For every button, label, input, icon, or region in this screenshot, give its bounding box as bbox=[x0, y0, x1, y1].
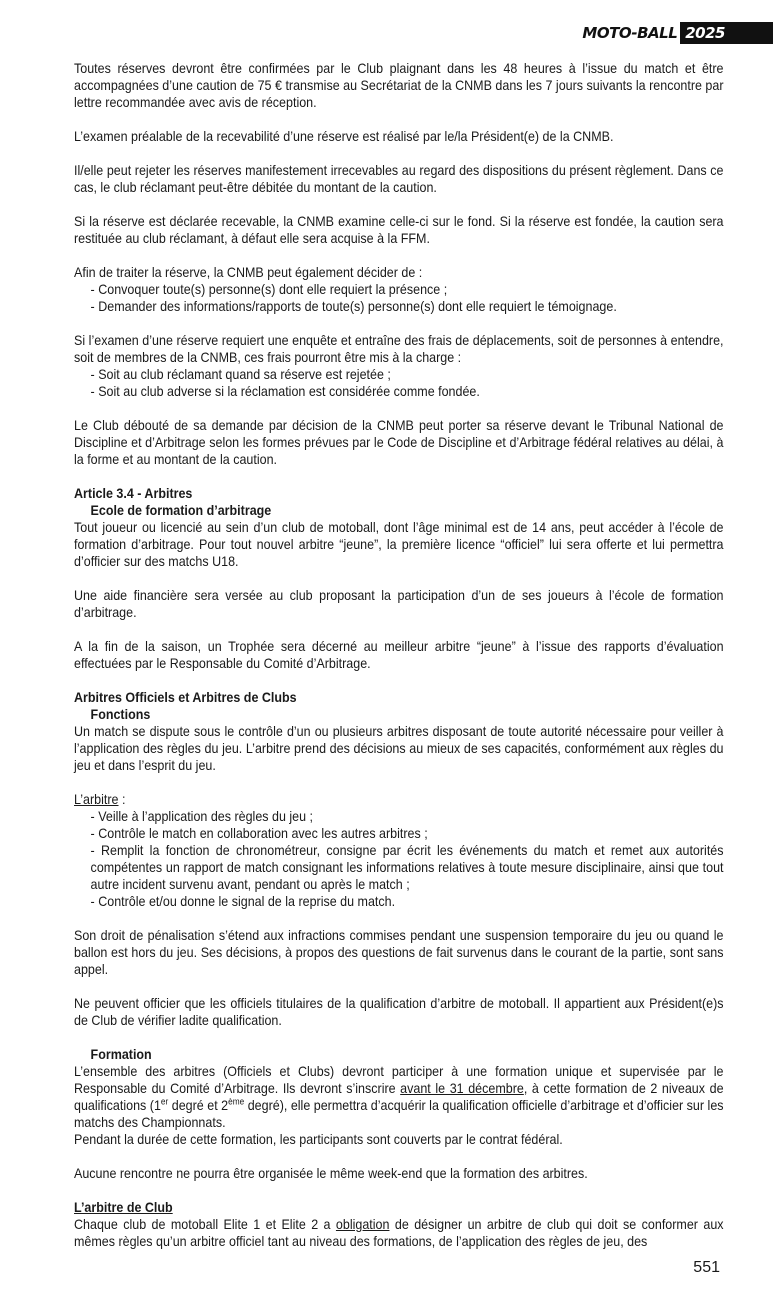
list-item: - Contrôle et/ou donne le signal de la reprise du match. bbox=[91, 893, 724, 910]
paragraph: A la fin de la saison, un Trophée sera décerné au meilleur arbitre “jeune” à l’issue des rapports d’évaluation effectuées par le Responsable du Comité d’Arbitrage. bbox=[74, 639, 724, 671]
formation-text-c: degré et 2 bbox=[168, 1098, 229, 1113]
section-heading: Arbitres Officiels et Arbitres de Clubs bbox=[74, 690, 297, 705]
paragraph: Afin de traiter la réserve, la CNMB peut également décider de : bbox=[74, 265, 423, 280]
paragraph: Pendant la durée de cette formation, les participants sont couverts par le contrat fédéral. bbox=[74, 1132, 563, 1147]
superscript: er bbox=[160, 1096, 169, 1107]
paragraph: Le Club débouté de sa demande par décision de la CNMB peut porter sa réserve devant le Tribunal National de Discipline et d’Arbitrage selon les formes prévues par le Code de Discipline et d’Arbitrage fédéral relatives au délai, à la forme et au montant de la caution. bbox=[74, 418, 724, 467]
article-heading: Article 3.4 - Arbitres bbox=[74, 486, 193, 501]
formation-text-d: degré), elle permettra d’acquérir la qualification officielle d’arbitrage et d’officier sur les matchs des Championnats. bbox=[74, 1098, 724, 1130]
arbitre-colon: : bbox=[118, 792, 126, 807]
list-item: - Soit au club adverse si la réclamation est considérée comme fondée. bbox=[91, 383, 724, 400]
paragraph: Son droit de pénalisation s’étend aux infractions commises pendant une suspension temporaire du jeu ou quand le ballon est hors du jeu. Ses décisions, à propos des questions de fait survenus dans le courant de la partie, sont sans appel. bbox=[74, 928, 724, 977]
formation-deadline: avant le 31 décembre bbox=[400, 1081, 524, 1096]
paragraph: Si l’examen d’une réserve requiert une enquête et entraîne des frais de déplacements, soit de personnes à entendre, soit de membres de la CNMB, ces frais pourront être mis à la charge : bbox=[74, 333, 724, 365]
arbitre-intro bbox=[74, 791, 724, 808]
list-item: - Convoquer toute(s) personne(s) dont elle requiert la présence ; bbox=[91, 281, 724, 298]
list-item: - Demander des informations/rapports de toute(s) personne(s) dont elle requiert le témoignage. bbox=[91, 298, 724, 315]
paragraph: Un match se dispute sous le contrôle d’un ou plusieurs arbitres disposant de toute autorité nécessaire pour veiller à l’application des règles du jeu. L’arbitre prend des décisions au mieux de ses capacités, conformément aux règles du jeu et dans l’esprit du jeu. bbox=[74, 724, 724, 773]
subsection-heading: Formation bbox=[90, 1047, 152, 1062]
formation-text-a: L’ensemble des arbitres (Officiels et Clubs) devront participer à une formation unique et supervisée par le Responsable du Comité d’Arbitrage. Ils devront s’inscrire bbox=[74, 1064, 724, 1096]
paragraph: L’examen préalable de la recevabilité d’une réserve est réalisé par le/la Président(e) de la CNMB. bbox=[74, 129, 614, 144]
paragraph: Il/elle peut rejeter les réserves manifestement irrecevables au regard des dispositions du présent règlement. Dans ce cas, le club réclamant peut-être débitée du montant de la caution. bbox=[74, 163, 724, 195]
subsection-heading: Fonctions bbox=[90, 707, 151, 722]
club-text-a: Chaque club de motoball Elite 1 et Elite 2 a bbox=[74, 1217, 336, 1232]
superscript: ème bbox=[228, 1096, 245, 1107]
paragraph: Ne peuvent officier que les officiels titulaires de la qualification d’arbitre de motoball. Il appartient aux Président(e)s de Club de vérifier ladite qualification. bbox=[74, 996, 724, 1028]
list-item: - Soit au club réclamant quand sa réserve est rejetée ; bbox=[91, 366, 724, 383]
paragraph bbox=[74, 1216, 724, 1250]
paragraph: Tout joueur ou licencié au sein d’un club de motoball, dont l’âge minimal est de 14 ans, peut accéder à l’école de formation d’arbitrage. Pour tout nouvel arbitre “jeune”, la première licence “officiel” lui sera offerte et lui permettra d’officier sur des matchs U18. bbox=[74, 520, 724, 569]
document-body bbox=[74, 60, 724, 1250]
club-obligation: obligation bbox=[335, 1217, 390, 1232]
list-item: - Contrôle le match en collaboration avec les autres arbitres ; bbox=[91, 825, 724, 842]
paragraph bbox=[74, 1063, 724, 1131]
header-year: 2025 bbox=[680, 22, 773, 44]
club-text-b: de désigner un arbitre de club qui doit se conformer aux mêmes règles qu’un arbitre officiel tant au niveau des formations, de l’application des règles de jeu, des bbox=[74, 1217, 724, 1249]
section-heading: L’arbitre de Club bbox=[74, 1200, 173, 1215]
arbitre-label: L’arbitre bbox=[74, 792, 119, 807]
paragraph: Si la réserve est déclarée recevable, la CNMB examine celle-ci sur le fond. Si la réserve est fondée, la caution sera restituée au club réclamant, à défaut elle sera acquise à la FFM. bbox=[74, 214, 724, 246]
paragraph: Une aide financière sera versée au club proposant la participation d’un de ses joueurs à l’école de formation d’arbitrage. bbox=[74, 588, 724, 620]
header-badge bbox=[582, 22, 773, 44]
header-title: MOTO-BALL bbox=[582, 24, 678, 42]
bullet-list bbox=[74, 281, 724, 315]
bullet-list bbox=[74, 808, 724, 910]
paragraph: Toutes réserves devront être confirmées par le Club plaignant dans les 48 heures à l’issue du match et être accompagnées d’une caution de 75 € transmise au Secrétariat de la CNMB dans les 7 jours suivants la rencontre par lettre recommandée avec avis de réception. bbox=[74, 61, 724, 110]
paragraph: Aucune rencontre ne pourra être organisée le même week-end que la formation des arbitres. bbox=[74, 1166, 588, 1181]
list-item: - Remplit la fonction de chronométreur, consigne par écrit les événements du match et remet aux autorités compétentes un rapport de match consignant les informations relatives à toute mesure disciplinaire, ainsi que tout autre incident survenu avant, pendant ou après le match ; bbox=[91, 842, 724, 893]
bullet-list bbox=[74, 366, 724, 400]
list-item: - Veille à l’application des règles du jeu ; bbox=[91, 808, 724, 825]
section-heading: Ecole de formation d’arbitrage bbox=[90, 503, 272, 518]
page-number: 551 bbox=[693, 1259, 720, 1276]
formation-text-b: , à cette formation de 2 niveaux de qualifications (1 bbox=[74, 1081, 724, 1113]
